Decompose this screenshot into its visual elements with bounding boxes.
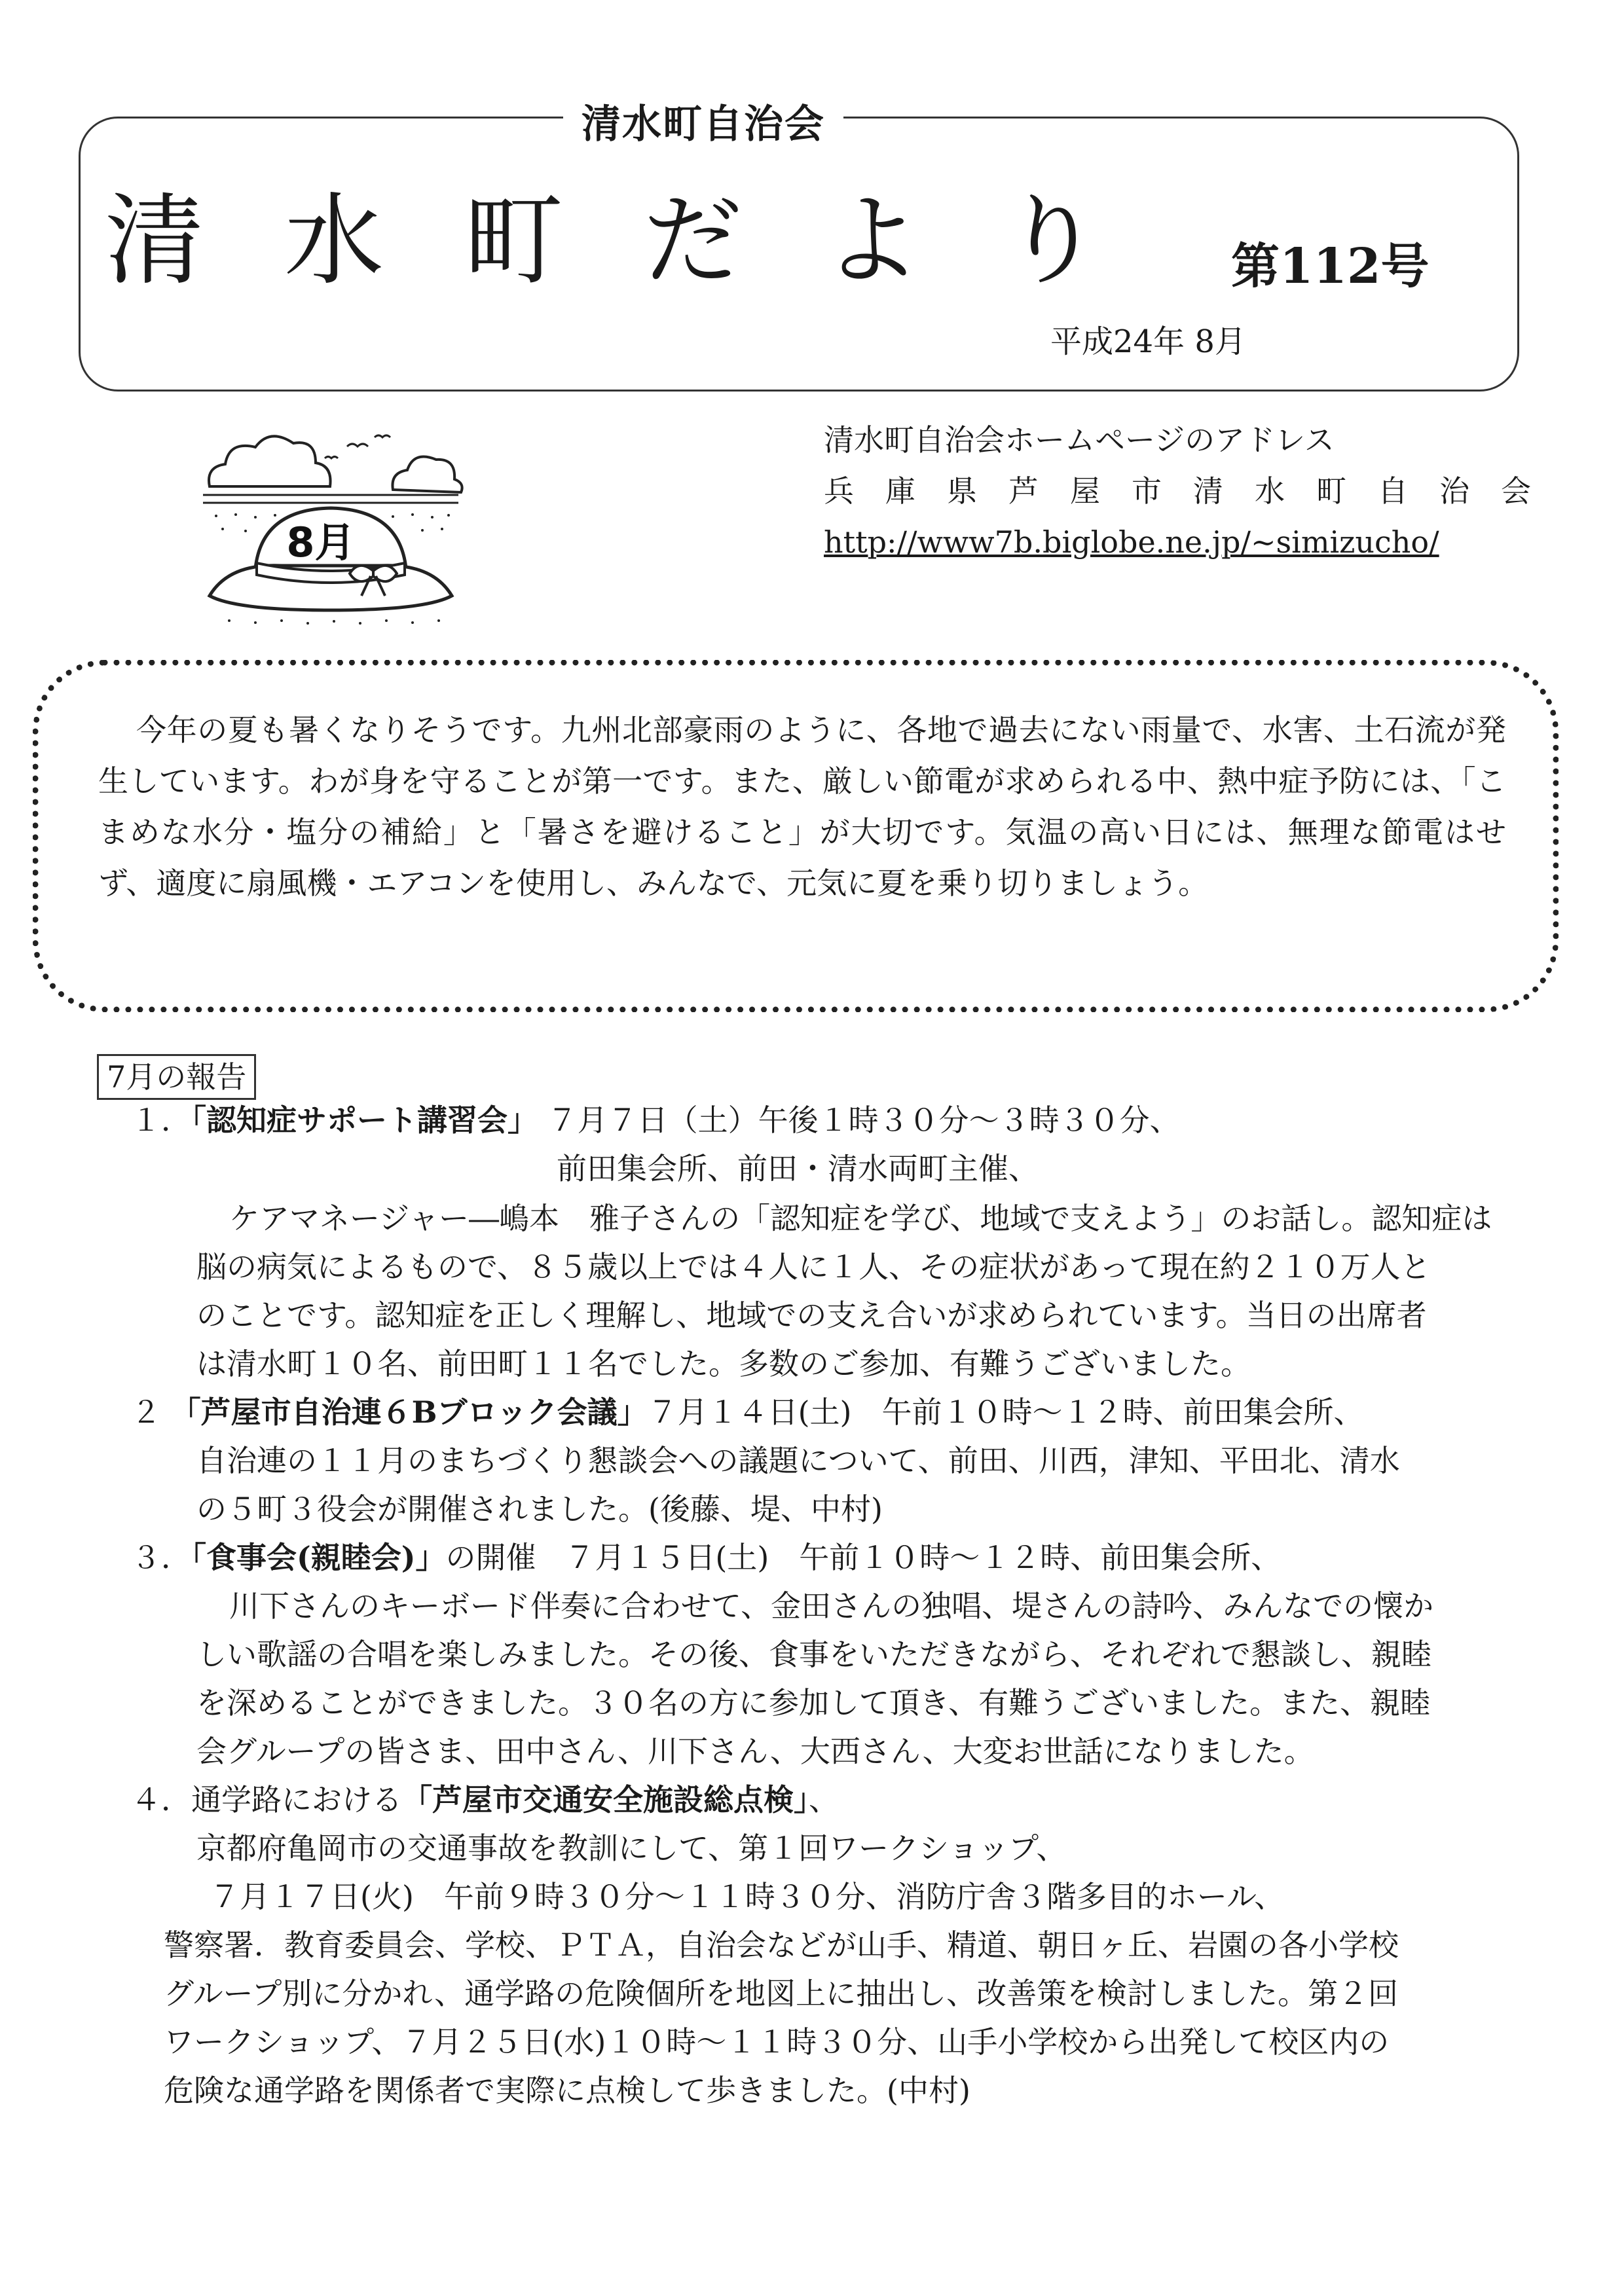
report-item-3-header [131,1535,1281,1580]
item-title-prefix: 通学路における [191,1782,402,1817]
item-title-suffix: 、 [809,1782,839,1817]
organization-name: 清水町自治会 [563,98,843,151]
issue-date: 平成24年 8月 [1050,323,1246,360]
homepage-org: 兵庫県芦屋市清水町自治会 [824,473,1531,509]
newsletter-title: 清水町だより [105,183,1181,299]
item-detail: ７月１４日(土) 午前１０時～１２時、前田集会所、 [647,1394,1364,1430]
straw-hat-beach-icon [196,424,465,634]
item-detail: ７月７日（土）午後１時３０分～３時３０分、 [547,1102,1180,1138]
item-number: ４． [131,1782,191,1817]
report-item-4-header [131,1777,839,1823]
item-body-line: 危険な通学路を関係者で実際に点検して歩きました。(中村) [164,2073,970,2108]
item-detail-2: 前田集会所、前田・清水両町主催、 [557,1151,1039,1186]
item-title: 「食事会(親睦会)」 [191,1540,446,1575]
report-heading: 7月の報告 [97,1054,256,1100]
intro-message: 今年の夏も暑くなりそうです。九州北部豪雨のように、各地で過去にない雨量で、水害、土石流が発生しています。わが身を守ることが第一です。また、厳しい節電が求められる中、熱中症予防には、「こまめな水分・塩分の補給」と「暑さを避けること」が大切です。気温の高い日には、無理な節電はせず、適度に扇風機・エアコンを使用し、みんなで、元気に夏を乗り切りましょう。 [98,712,1506,901]
item-body-line: 自治連の１１月のまちづくり懇談会への議題について、前田、川西，津知、平田北、清水 [196,1443,1400,1478]
item-detail: ７月１５日(土) 午前１０時～１２時、前田集会所、 [564,1540,1282,1575]
item-title: 「芦屋市自治連６Bブロック会議」 [170,1394,648,1430]
item-body-line: ケアマネージャー―嶋本 雅子さんの「認知症を学び、地域で支えよう」のお話し。認知症は [229,1201,1492,1236]
item-body-line: を深めることができました。３０名の方に参加して頂き、有難うございました。また、親睦 [196,1685,1431,1721]
item-body-line: の５町３役会が開催されました。(後藤、堤、中村) [196,1491,883,1527]
item-body-line: しい歌謡の合唱を楽しみました。その後、食事をいただきながら、それぞれで懇談し、親睦 [196,1637,1431,1672]
homepage-heading: 清水町自治会ホームページのアドレス [824,422,1335,458]
item-body-line: 京都府亀岡市の交通事故を教訓にして、第１回ワークショップ、 [196,1831,1067,1866]
item-body-line: 脳の病気によるもので、８５歳以上では４人に１人、その症状があって現在約２１０万人と [196,1249,1431,1285]
item-body-line: 警察署．教育委員会、学校、ＰＴＡ，自治会などが山手、精道、朝日ヶ丘、岩園の各小学校 [164,1927,1399,1963]
item-body-line: は清水町１０名、前田町１１名でした。多数のご参加、有難うございました。 [196,1346,1251,1381]
item-body-line: 会グループの皆さま、田中さん、川下さん、大西さん、大変お世話になりました。 [196,1734,1314,1769]
report-item-2-header [131,1389,1364,1435]
report-item-1-header [131,1097,1180,1143]
item-number: １． [131,1102,191,1138]
item-title: 「芦屋市交通安全施設総点検」 [402,1782,809,1817]
item-body-line: グループ別に分かれ、通学路の危険個所を地図上に抽出し、改善策を検討しました。第２回 [164,1976,1399,2011]
item-body-line: 川下さんのキーボード伴奏に合わせて、金田さんの独唱、堤さんの詩吟、みんなでの懐か [229,1588,1434,1624]
issue-number: 第112号 [1231,238,1430,295]
item-body-line: のことです。認知症を正しく理解し、地域での支え合いが求められています。当日の出席者 [196,1298,1427,1333]
item-body-line: ワークショップ、７月２５日(水)１０時～１１時３０分、山手小学校から出発して校区内の [164,2024,1390,2060]
item-title: 「認知症サポート講習会」 [191,1102,538,1138]
homepage-url-link[interactable]: http://www7b.biglobe.ne.jp/~simizucho/ [824,524,1439,560]
item-title-suffix: の開催 [445,1540,536,1575]
item-body-line: ７月１７日(火) 午前９時３０分～１１時３０分、消防庁舎３階多目的ホール、 [210,1879,1285,1914]
item-number: ３． [131,1540,191,1575]
item-number: ２ [131,1394,161,1430]
month-label: 8月 [286,519,356,566]
